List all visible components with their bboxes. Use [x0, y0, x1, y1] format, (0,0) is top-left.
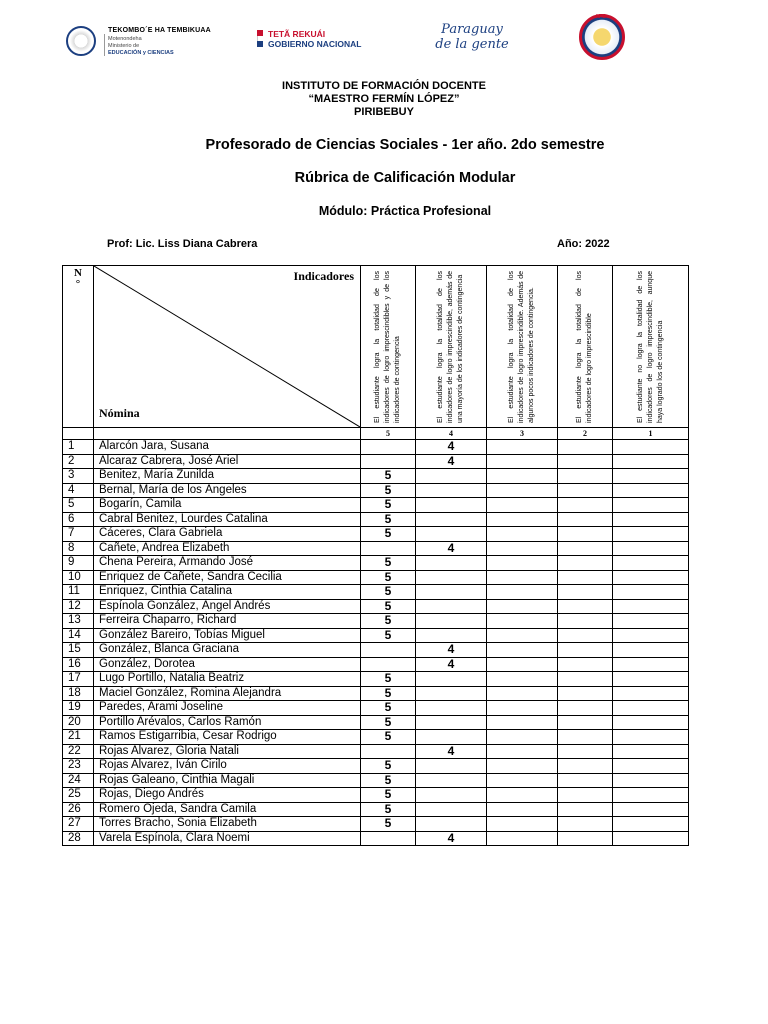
- grade-cell: 5: [361, 585, 416, 600]
- indicator-header-2: [558, 266, 613, 428]
- grade-cell: [558, 483, 613, 498]
- grade-cell: [487, 831, 558, 846]
- row-number: 2: [63, 454, 94, 469]
- score-cell-empty: [94, 428, 361, 440]
- grade-cell: [558, 570, 613, 585]
- student-name: Benitez, María Zunilda: [94, 469, 361, 484]
- student-name: Portillo Arévalos, Carlos Ramón: [94, 715, 361, 730]
- grade-cell: [487, 599, 558, 614]
- table-row: [63, 802, 689, 817]
- indicator-header-4: [416, 266, 487, 428]
- diagonal-line: [94, 266, 360, 427]
- grade-cell: 5: [361, 556, 416, 571]
- table-row: [63, 773, 689, 788]
- row-number: 17: [63, 672, 94, 687]
- grade-cell: [416, 556, 487, 571]
- grade-cell: [361, 440, 416, 455]
- table-row: [63, 831, 689, 846]
- student-name: Varela Espínola, Clara Noemi: [94, 831, 361, 846]
- grade-cell: 4: [416, 657, 487, 672]
- grade-cell: [416, 715, 487, 730]
- indicator-text: El estudiante logra la totalidad de los indicadores de logro imprescindible. Además de algunos pocos indicadores de contingencia.: [508, 270, 535, 423]
- grade-cell: [487, 672, 558, 687]
- student-name: González Bareiro, Tobías Miguel: [94, 628, 361, 643]
- grade-cell: 5: [361, 672, 416, 687]
- grade-cell: [416, 469, 487, 484]
- grade-cell: [558, 759, 613, 774]
- grade-cell: [487, 556, 558, 571]
- grade-cell: [613, 802, 689, 817]
- grade-cell: [613, 614, 689, 629]
- paraguay-logo-line1: Paraguay: [441, 22, 503, 37]
- grade-cell: 5: [361, 527, 416, 542]
- grade-cell: 5: [361, 614, 416, 629]
- grade-cell: [613, 715, 689, 730]
- row-number: 21: [63, 730, 94, 745]
- student-name: Rojas Alvarez, Iván Cirilo: [94, 759, 361, 774]
- grade-cell: [416, 570, 487, 585]
- student-name: Espínola González, Ángel Andrés: [94, 599, 361, 614]
- grade-cell: [487, 469, 558, 484]
- grade-cell: 5: [361, 686, 416, 701]
- grade-cell: [487, 730, 558, 745]
- row-number: 16: [63, 657, 94, 672]
- grade-cell: [558, 512, 613, 527]
- row-number: 3: [63, 469, 94, 484]
- grade-cell: [613, 628, 689, 643]
- header-logos: [62, 12, 702, 64]
- grade-cell: 4: [416, 440, 487, 455]
- table-row: [63, 512, 689, 527]
- grade-cell: [558, 527, 613, 542]
- grade-cell: 5: [361, 730, 416, 745]
- score-row: [63, 428, 689, 440]
- grade-cell: [558, 788, 613, 803]
- grade-cell: [613, 701, 689, 716]
- grade-cell: [487, 454, 558, 469]
- grade-cell: [487, 570, 558, 585]
- grade-cell: [416, 817, 487, 832]
- row-number: 11: [63, 585, 94, 600]
- table-row: [63, 759, 689, 774]
- student-name: Enriquez de Cañete, Sandra Cecilia: [94, 570, 361, 585]
- institute-line2: “MAESTRO FERMÍN LÓPEZ”: [308, 93, 460, 105]
- row-number: 22: [63, 744, 94, 759]
- student-name: Ramos Estigarribia, Cesar Rodrigo: [94, 730, 361, 745]
- grade-cell: 5: [361, 817, 416, 832]
- ministry-seal-icon: [66, 26, 96, 56]
- grade-cell: [558, 657, 613, 672]
- grade-cell: [558, 498, 613, 513]
- student-name: Ferreira Chaparro, Richard: [94, 614, 361, 629]
- grade-cell: [416, 483, 487, 498]
- student-name: González, Blanca Graciana: [94, 643, 361, 658]
- student-name: Enriquez, Cinthia Catalina: [94, 585, 361, 600]
- grade-cell: [487, 643, 558, 658]
- grade-cell: 5: [361, 498, 416, 513]
- row-number: 28: [63, 831, 94, 846]
- table-row: [63, 599, 689, 614]
- table-row: [63, 817, 689, 832]
- table-row: [63, 686, 689, 701]
- flag-icon: [257, 30, 263, 47]
- score-value: 2: [558, 428, 613, 440]
- nomina-label: Nómina: [99, 406, 140, 420]
- grade-cell: [558, 614, 613, 629]
- student-name: Alarcón Jara, Susana: [94, 440, 361, 455]
- grade-cell: [558, 802, 613, 817]
- student-name: González, Dorotea: [94, 657, 361, 672]
- table-row: [63, 657, 689, 672]
- grade-cell: 5: [361, 773, 416, 788]
- student-name: Cañete, Andrea Elizabeth: [94, 541, 361, 556]
- table-row: [63, 614, 689, 629]
- grade-cell: [487, 541, 558, 556]
- grade-cell: 5: [361, 715, 416, 730]
- grade-cell: [613, 817, 689, 832]
- table-row: [63, 498, 689, 513]
- grade-cell: [487, 440, 558, 455]
- grade-cell: [558, 686, 613, 701]
- grade-cell: [416, 802, 487, 817]
- grades-table: [62, 265, 689, 846]
- student-name: Lugo Portillo, Natalia Beatriz: [94, 672, 361, 687]
- row-number: 13: [63, 614, 94, 629]
- grade-cell: [416, 527, 487, 542]
- grade-cell: [558, 628, 613, 643]
- grade-cell: [613, 527, 689, 542]
- grade-cell: [558, 643, 613, 658]
- grade-cell: [416, 701, 487, 716]
- grade-cell: [613, 570, 689, 585]
- grade-cell: [558, 715, 613, 730]
- student-name: Rojas Galeano, Cinthia Magali: [94, 773, 361, 788]
- row-number: 18: [63, 686, 94, 701]
- grade-cell: [558, 817, 613, 832]
- grade-cell: [613, 744, 689, 759]
- grade-cell: [487, 527, 558, 542]
- table-row: [63, 628, 689, 643]
- row-number: 7: [63, 527, 94, 542]
- grade-cell: [558, 541, 613, 556]
- gov-line2: GOBIERNO NACIONAL: [268, 39, 362, 49]
- grade-cell: [361, 657, 416, 672]
- grade-cell: [613, 686, 689, 701]
- ministry-name: TEKOMBO´E HA TEMBIKUAA: [108, 27, 211, 34]
- grade-cell: [416, 672, 487, 687]
- grade-cell: [416, 585, 487, 600]
- grade-cell: [487, 628, 558, 643]
- module-title: Módulo: Práctica Profesional: [318, 204, 492, 218]
- grade-cell: [416, 599, 487, 614]
- grade-cell: [613, 469, 689, 484]
- row-number: 6: [63, 512, 94, 527]
- grade-cell: [613, 512, 689, 527]
- grade-cell: [558, 440, 613, 455]
- table-row: [63, 744, 689, 759]
- indicadores-label: Indicadores: [293, 269, 354, 283]
- grade-cell: [613, 454, 689, 469]
- indicator-header-1: [613, 266, 689, 428]
- grade-cell: [487, 759, 558, 774]
- student-name: Bogarín, Camila: [94, 498, 361, 513]
- grade-cell: [613, 759, 689, 774]
- grade-cell: [613, 657, 689, 672]
- score-value: 1: [613, 428, 689, 440]
- student-name: Cabral Benitez, Lourdes Catalina: [94, 512, 361, 527]
- student-name: Bernal, María de los Ángeles: [94, 483, 361, 498]
- row-number: 8: [63, 541, 94, 556]
- row-number: 27: [63, 817, 94, 832]
- student-name: Paredes, Arami Joseline: [94, 701, 361, 716]
- grade-cell: [487, 498, 558, 513]
- row-number: 15: [63, 643, 94, 658]
- gov-line1: TETÃ REKUÁI: [268, 29, 326, 39]
- grade-cell: [416, 759, 487, 774]
- row-number: 20: [63, 715, 94, 730]
- paraguay-logo: [432, 22, 512, 52]
- grade-cell: [487, 802, 558, 817]
- grade-cell: [416, 628, 487, 643]
- table-row: [63, 440, 689, 455]
- score-value: 4: [416, 428, 487, 440]
- indicator-text: El estudiante logra la totalidad de los indicadores de logro imprescindible, además de una mayoría de los indicadores de contingencia: [437, 270, 464, 423]
- row-number: 19: [63, 701, 94, 716]
- grade-cell: [416, 498, 487, 513]
- grade-cell: [361, 831, 416, 846]
- grade-cell: 5: [361, 483, 416, 498]
- table-row: [63, 715, 689, 730]
- grade-cell: [558, 672, 613, 687]
- grade-cell: [558, 599, 613, 614]
- row-number: 1: [63, 440, 94, 455]
- grade-cell: 5: [361, 512, 416, 527]
- row-number: 24: [63, 773, 94, 788]
- grade-cell: 5: [361, 788, 416, 803]
- divider: [104, 34, 105, 56]
- row-number: 26: [63, 802, 94, 817]
- grade-cell: [487, 773, 558, 788]
- crest-label: I.F.D.: [596, 14, 608, 20]
- student-name: Cáceres, Clara Gabriela: [94, 527, 361, 542]
- grade-cell: [487, 715, 558, 730]
- table-row: [63, 556, 689, 571]
- grade-cell: [613, 643, 689, 658]
- grade-cell: [613, 773, 689, 788]
- table-row: [63, 672, 689, 687]
- institute-heading: [0, 80, 768, 119]
- score-value: 3: [487, 428, 558, 440]
- grade-cell: [487, 483, 558, 498]
- student-name: Torres Bracho, Sonia Elizabeth: [94, 817, 361, 832]
- grade-cell: [558, 831, 613, 846]
- grade-cell: [613, 440, 689, 455]
- row-number: 5: [63, 498, 94, 513]
- table-row: [63, 454, 689, 469]
- student-name: Rojas, Diego Andrés: [94, 788, 361, 803]
- table-row: [63, 483, 689, 498]
- grade-cell: [416, 788, 487, 803]
- indicator-text: El estudiante logra la totalidad de los indicadores de logro imprescindible: [576, 270, 593, 423]
- table-row: [63, 469, 689, 484]
- student-name: Maciel González, Romina Alejandra: [94, 686, 361, 701]
- row-number: 25: [63, 788, 94, 803]
- grade-cell: [613, 672, 689, 687]
- table-row: [63, 527, 689, 542]
- grade-cell: [361, 454, 416, 469]
- grade-cell: [558, 744, 613, 759]
- school-crest-icon: [579, 14, 625, 60]
- grade-cell: [613, 556, 689, 571]
- institute-line3: PIRIBEBUY: [354, 106, 414, 118]
- table-row: [63, 701, 689, 716]
- grade-cell: [558, 585, 613, 600]
- grade-cell: [361, 744, 416, 759]
- grade-cell: 5: [361, 599, 416, 614]
- grade-cell: [487, 817, 558, 832]
- indicator-text: El estudiante no logra la totalidad de los indicadores de logro imprescindible, aunque haya logrado los de contingencia: [636, 270, 664, 423]
- student-name: Rojas Alvarez, Gloria Natali: [94, 744, 361, 759]
- program-title: Profesorado de Ciencias Sociales - 1er año. 2do semestre: [205, 137, 605, 153]
- grade-cell: 5: [361, 628, 416, 643]
- ministry-subtitle: [108, 36, 228, 57]
- table-row: [63, 585, 689, 600]
- score-value: 5: [361, 428, 416, 440]
- grade-cell: [558, 773, 613, 788]
- table-row: [63, 541, 689, 556]
- grade-cell: 5: [361, 802, 416, 817]
- grade-cell: [416, 730, 487, 745]
- grade-cell: [487, 744, 558, 759]
- indicators-nomina-header: [94, 266, 361, 428]
- grade-cell: [558, 701, 613, 716]
- table-row: [63, 730, 689, 745]
- grade-cell: 4: [416, 831, 487, 846]
- grade-cell: 5: [361, 701, 416, 716]
- grade-cell: [487, 701, 558, 716]
- row-number: 23: [63, 759, 94, 774]
- grade-cell: [613, 831, 689, 846]
- grade-cell: [613, 730, 689, 745]
- indicator-header-3: [487, 266, 558, 428]
- grade-cell: [487, 657, 558, 672]
- grade-cell: [558, 454, 613, 469]
- score-cell-empty: [63, 428, 94, 440]
- header-row: [63, 266, 689, 428]
- grade-cell: [487, 614, 558, 629]
- grade-cell: 5: [361, 469, 416, 484]
- grade-cell: 5: [361, 570, 416, 585]
- grade-cell: [558, 730, 613, 745]
- row-number: 9: [63, 556, 94, 571]
- table-row: [63, 643, 689, 658]
- institute-line1: INSTITUTO DE FORMACIÓN DOCENTE: [282, 80, 486, 92]
- paraguay-logo-line2: de la gente: [435, 37, 509, 52]
- grade-cell: 4: [416, 744, 487, 759]
- grade-cell: 5: [361, 759, 416, 774]
- row-number: 4: [63, 483, 94, 498]
- grade-cell: [361, 541, 416, 556]
- year-label: Año: 2022: [557, 238, 610, 250]
- grade-cell: [613, 599, 689, 614]
- student-name: Alcaraz Cabrera, José Ariel: [94, 454, 361, 469]
- rubric-title: Rúbrica de Calificación Modular: [294, 170, 516, 186]
- indicator-header-5: [361, 266, 416, 428]
- grade-cell: [613, 541, 689, 556]
- grade-cell: [361, 643, 416, 658]
- row-number: 14: [63, 628, 94, 643]
- grade-cell: [558, 469, 613, 484]
- professor-label: Prof: Lic. Liss Diana Cabrera: [107, 238, 258, 250]
- number-header: N °: [63, 266, 94, 428]
- grade-cell: [613, 788, 689, 803]
- grade-cell: [613, 483, 689, 498]
- grade-cell: 4: [416, 541, 487, 556]
- student-name: Chena Pereira, Armando José: [94, 556, 361, 571]
- table-row: [63, 788, 689, 803]
- grade-cell: [416, 614, 487, 629]
- grade-cell: [416, 686, 487, 701]
- student-name: Romero Ojeda, Sandra Camila: [94, 802, 361, 817]
- ministry-sub1: Motenondeha: [108, 36, 142, 42]
- grade-cell: [558, 556, 613, 571]
- ministry-sub2: Ministerio de: [108, 43, 140, 49]
- grade-cell: [487, 788, 558, 803]
- row-number: 10: [63, 570, 94, 585]
- grade-cell: 4: [416, 454, 487, 469]
- ministry-sub3: EDUCACIÓN y CIENCIAS: [108, 50, 174, 56]
- grade-cell: [416, 512, 487, 527]
- grade-cell: [416, 773, 487, 788]
- grade-cell: [613, 498, 689, 513]
- grade-cell: [613, 585, 689, 600]
- row-number: 12: [63, 599, 94, 614]
- indicator-text: El estudiante logra la totalidad de los indicadores de logro imprescindibles y de los indicadores de contingencia: [374, 270, 401, 423]
- grade-cell: 4: [416, 643, 487, 658]
- grade-cell: [487, 585, 558, 600]
- grade-cell: [487, 686, 558, 701]
- table-row: [63, 570, 689, 585]
- grade-cell: [487, 512, 558, 527]
